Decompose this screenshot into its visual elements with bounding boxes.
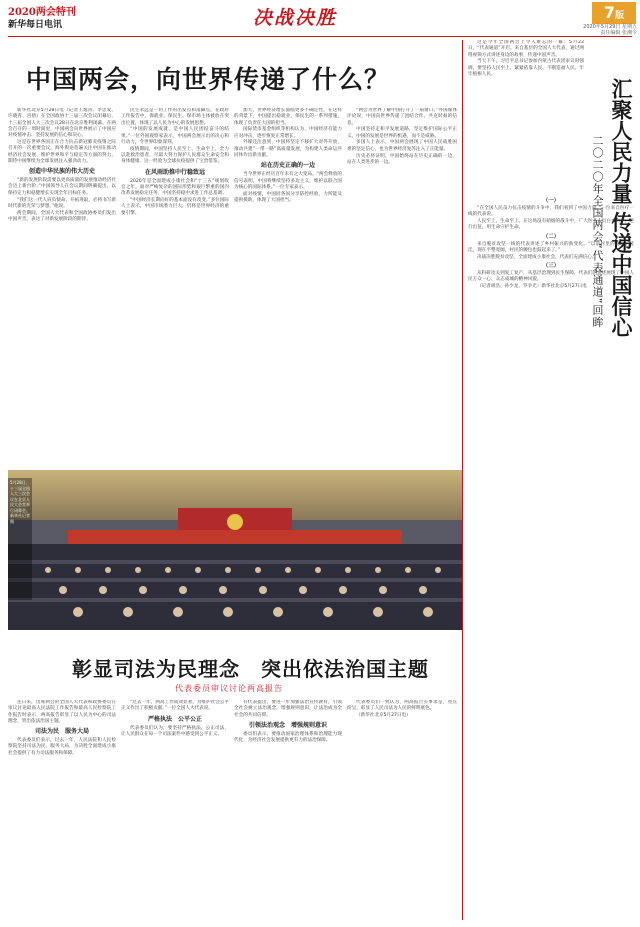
article1-c2b-p2: “中国经济长期向好的基本面没有改变。”多位国际人士表示，中国市场潜力巨大，仍将是世界经济的重要引擎。 [121, 198, 229, 216]
sidebar-intro-p1: 这是今年全国两会上令人难忘的一幕：5月22日，“代表通道”开启。来自基层的全国人大代表，通过网络视频方式讲述身边的故事，传递中国声音。 [468, 40, 584, 58]
sidebar-section-1-number: （一） [542, 198, 560, 204]
article2-c2-p1: “过去一年，两高工作成效显著，为维护社会公平正义作出了积极贡献。”一位全国人大代表说。 [121, 700, 229, 712]
photo-caption: 5月28日，十三届全国人大三次会议在北京人民大会堂举行闭幕会。 新华社记者 摄 [8, 478, 32, 600]
article2-c3-p1: 有代表提出，要进一步加强法治宣传教育，引领全社会树立法治观念，增强规则意识，让法治成为全社会的共同信仰。 [234, 700, 342, 718]
sidebar-section-3-number: （三） [542, 263, 560, 270]
sidebar-intro [468, 40, 584, 192]
article1-c3b-p1: 当今世界正经历百年未有之大变局。“两会释放的信号表明，中国将继续坚持多边主义，维护以联合国为核心的国际体系。”一位专家表示。 [234, 172, 342, 190]
sidebar-section-2-number: （二） [542, 233, 560, 240]
article1-subhead-3: 站在历史正确的一边 [260, 162, 315, 170]
article1-c3-p1: 加大、世界经济增长面临更多不确定性。在这样的背景下，中国提出稳就业、保民生的一系列措施，体现了负责任大国的担当。 [234, 108, 342, 126]
article2-subhead-3: 引领法治观念 增强规则意识 [248, 721, 327, 729]
article1-c4-p2: 中国坚持走和平发展道路，坚定维护国际公平正义。中国的发展是世界的机遇，而不是威胁。 [347, 127, 457, 139]
article2-headline: 彰显司法为民理念 突出依法治国主题 [72, 657, 429, 681]
newspaper-masthead [0, 0, 640, 36]
article1-c1-p2: 这是在世界各国正在合力抗击新冠肺炎疫情之际召开的一次重要会议。海外舆论普遍关注中国在推动经济社会发展、维护世界和平与稳定等方面的努力，期待中国继续为全球发展注入强劲动力。 [8, 139, 116, 164]
issue-date: 2020年5月29日 星期五 [583, 24, 637, 30]
article1-c3-p3: 外媒还注意到，中国将坚定不移扩大对外开放，推动共建“一带一路”高质量发展，为构建人类命运共同体作出新贡献。 [234, 140, 342, 159]
article1-subhead-2: 在风雨助推中行稳致远 [144, 168, 205, 176]
sidebar-s1-p2: 人民至上，生命至上。在这场没有硝烟的战斗中，广大医务人员白衣为甲、逆行出征，用生命守护生命。 [468, 219, 634, 231]
masthead-divider [8, 36, 632, 37]
article2-column-4 [347, 700, 457, 920]
article1-c4-p1: “两会为世界了解中国打开了一扇窗口。”外国媒体评论说，中国向世界传递了团结合作、共克时艰的信息。 [347, 108, 457, 126]
article1-subhead-1: 创造中华民族的伟大历史 [28, 168, 95, 176]
sidebar-s1-p1: “在全国人民奋力抗击疫情的斗争中，我们看到了中国力量。”一位来自医疗一线的代表说。 [468, 206, 634, 218]
article2-c4-p2: （新华社北京5月27日电） [356, 713, 411, 719]
article2-column-1 [8, 700, 116, 920]
article1-column-4 [347, 108, 457, 464]
section-title: 决战决胜 [252, 7, 337, 29]
article1-column-3 [234, 108, 342, 464]
article1-c2-p3: 疫情期间，中国坚持人民至上、生命至上，全力以赴救治患者，尽最大努力保护人民群众生命安全和身体健康。这一经验为全球抗疫提供了宝贵借鉴。 [121, 146, 229, 165]
sidebar-s3-p2: （记者胡浩、孙少龙、罗争光）新华社北京5月27日电 [477, 284, 587, 290]
page-label: 版 [615, 11, 625, 21]
article2-c1-p1: 连日来，出席两会的全国人大代表和政协委员在审议讨论最高人民法院工作报告和最高人民检察院工作报告时表示，两高报告彰显了以人民为中心的司法理念，突出依法治国主题。 [8, 700, 116, 724]
article1-c1b-p1: “新的发展阶段需要以更高质量的发展推动经济社会迈上新台阶。”中国领导人在会议期间明确提出，以保持定力和稳健增长实现全年目标任务。 [8, 178, 116, 196]
page-number: 7 [603, 3, 616, 22]
article2-column-2 [121, 700, 229, 920]
special-edition-label: 2020两会特刊 [8, 7, 76, 18]
sidebar-headline: 汇聚人民力量 传递中国信心 [609, 78, 633, 338]
article1-c3-p2: 国际货币基金组织等机构认为，中国经济有能力应对冲击，逐步恢复正常增长。 [234, 127, 342, 139]
article1-c4-p3: 多国人士表示，中国两会展现了中国人民战胜困难的坚定信心，也为世界经济复苏注入了正能量。 [347, 140, 457, 152]
article1-c4-p4: 历史必将证明，中国始终站在历史正确的一边，站在人类进步的一边。 [347, 153, 457, 165]
article1-c2-p2: “中国的发展成就，是中国人民团结奋斗的结果。”一位外国观察家表示，中国两会展示出的决心和行动力，令世界印象深刻。 [121, 127, 229, 145]
article2-subhead-2: 严格执法 公平公正 [147, 715, 202, 723]
sidebar-intro-p2: 当天下午，习近平总书记参加内蒙古代表团审议时强调，要坚持人民至上、紧紧依靠人民、不断造福人民、牢牢植根人民。 [468, 59, 584, 77]
article2-subhead-1: 司法为民 服务大局 [34, 728, 89, 736]
sidebar-s2-p1: 来自脱贫攻坚一线的代表讲述了乡村振兴的新变化。“以前村里的路坑坑洼洼，现在平整宽阔，村民的腰包也鼓起来了。” [468, 241, 634, 253]
article2-subtitle: 代表委员审议讨论两高报告 [175, 684, 283, 693]
sidebar-s2-p2: 决战决胜脱贫攻坚，全面建成小康社会，代表们充满信心。 [477, 254, 597, 260]
article2-c4-p1: 代表委员们一致认为，两高报告实事求是，亮点纷呈，彰显了人民司法为人民的鲜明底色。 [347, 700, 457, 712]
article1-column-2 [121, 108, 229, 464]
article1-c3b-p2: 面对疫情，中国同各国分享防控经验，力所能及提供援助，体现了大国担当。 [234, 191, 342, 204]
page-number-badge [592, 2, 636, 24]
article2-c1b-p1: 代表委员们表示，过去一年，人民法院和人民检察院坚持司法为民，服务大局，为决胜全面建成小康社会提供了有力司法服务和保障。 [8, 738, 116, 756]
issue-meta [545, 24, 637, 36]
newspaper-name: 新华每日电讯 [8, 20, 63, 30]
article1-c1-p1: 新华社北京5月28日电（记者王逸涛、李忠发、许晓青、宫倩）在全国政协十三届三次会议闭幕后，十三届全国人大三次会议28日在北京胜利闭幕。在两会召开的一周时间里，中国两会向世界展示了中国应对疫情冲击、坚持发展的信心和决心。 [8, 108, 116, 139]
article2-c2-p2: 代表委员们认为，要坚持严格执法、公正司法，让人民群众在每一个司法案件中感受到公平正义。 [121, 725, 229, 737]
column-divider [462, 40, 463, 920]
great-hall-illustration [8, 470, 462, 630]
sidebar-s3-p1: 从科研攻关到复工复产，从基层治理到民生保障，代表们的讲述展现了中国人民万众一心、众志成城的精神风貌。 [468, 271, 634, 283]
editor-credit: 责任编辑 张湘令 [600, 30, 637, 36]
article1-c2b-p1: 2020年是全面建成小康社会和“十三五”规划收官之年。面对严峻复杂的国际形势和艰巨繁重的国内改革发展稳定任务，中国坚持稳中求进工作总基调。 [121, 178, 229, 197]
article1-c1b-p3: 两会期间，全国人大代表和全国政协委员们发出中国声音，表达了对新发展阶段的期待。 [8, 210, 116, 222]
sidebar-body [468, 196, 634, 920]
great-hall-photo [8, 470, 462, 630]
article1-headline: 中国两会，向世界传递了什么？ [26, 65, 391, 94]
sidebar-subtitle: 二〇二〇年全国两会“代表通道”回眸 [591, 135, 604, 329]
article1-column-1 [8, 108, 116, 464]
masthead-left [8, 6, 76, 32]
article1-c1b-p2: “我们这一代人肩负使命，开拓进取，必将书写新时代新的光荣与梦想。”他说。 [8, 197, 116, 209]
article2-c3-p2: 委员们表示，要推动国家治理体系和治理能力现代化，为经济社会发展提供更有力的法治保障。 [234, 731, 342, 744]
article1-c2-p1: 民生永远是一切工作的出发点和落脚点。在政府工作报告中，保就业、保民生、保市场主体被放在突出位置，体现了以人民为中心的发展思想。 [121, 108, 229, 126]
article2-column-3 [234, 700, 342, 920]
